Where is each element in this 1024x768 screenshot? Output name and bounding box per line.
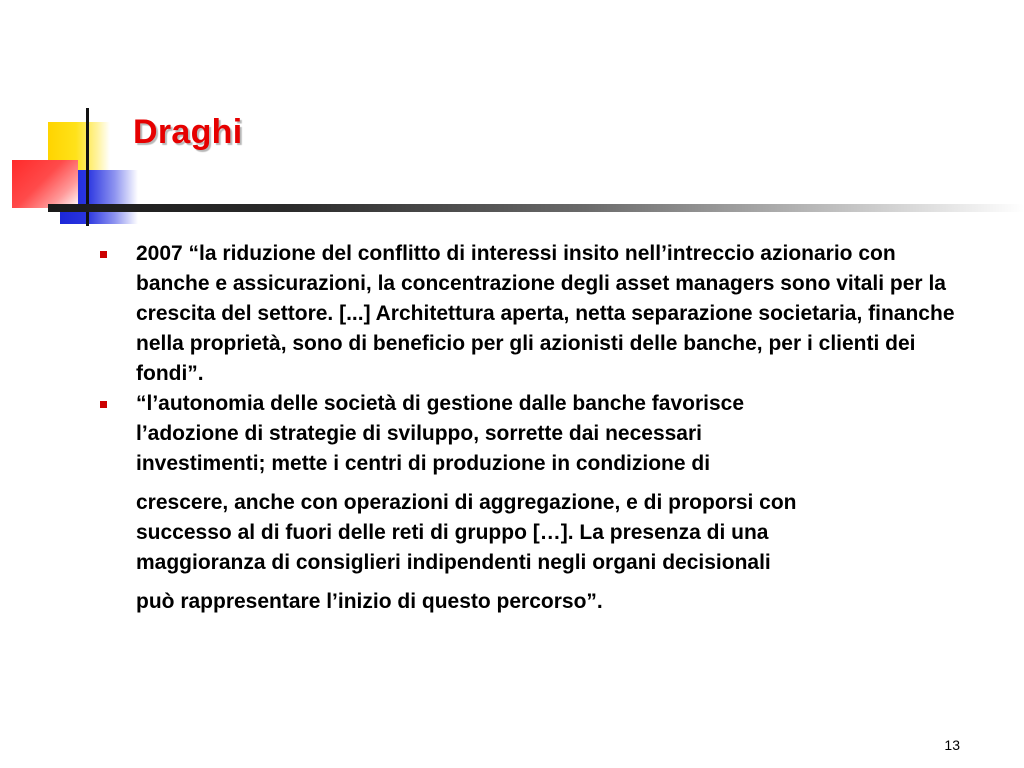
title-underline-rule [48, 204, 1024, 212]
bullet-2-line-5: successo al di fuori delle reti di gruppo […]. La presenza di una [136, 521, 769, 544]
bullet-list [96, 239, 966, 617]
bullet-item-2 [96, 389, 966, 617]
page-number: 13 [944, 737, 960, 753]
bullet-item-1 [96, 239, 966, 389]
bullet-square-icon [100, 401, 107, 408]
bullet-2-line-1: “l’autonomia delle società di gestione dalle banche favorisce [136, 392, 745, 415]
slide-title: Draghi [133, 113, 243, 151]
bullet-2-line-2: l’adozione di strategie di sviluppo, sorrette dai necessari [136, 422, 702, 445]
bullet-2-line-7: può rappresentare l’inizio di questo percorso”. [136, 590, 603, 613]
deco-red-square [12, 160, 78, 208]
bullet-2-line-4: crescere, anche con operazioni di aggregazione, e di proporsi con [136, 491, 797, 514]
bullet-2-line-6: maggioranza di consiglieri indipendenti negli organi decisionali [136, 551, 771, 574]
bullet-square-icon [100, 251, 107, 258]
bullet-text-1: 2007 “la riduzione del conflitto di interessi insito nell’intreccio azionario con banche e assicurazioni, la concentrazione degli asset managers sono vitali per la crescita del settore. [...] Architettura aperta, netta separazione societaria, finanche nella proprietà, sono di beneficio per gli azionisti delle banche, per i clienti dei fondi”. [136, 242, 955, 385]
bullet-2-line-3: investimenti; mette i centri di produzione in condizione di [136, 452, 711, 475]
